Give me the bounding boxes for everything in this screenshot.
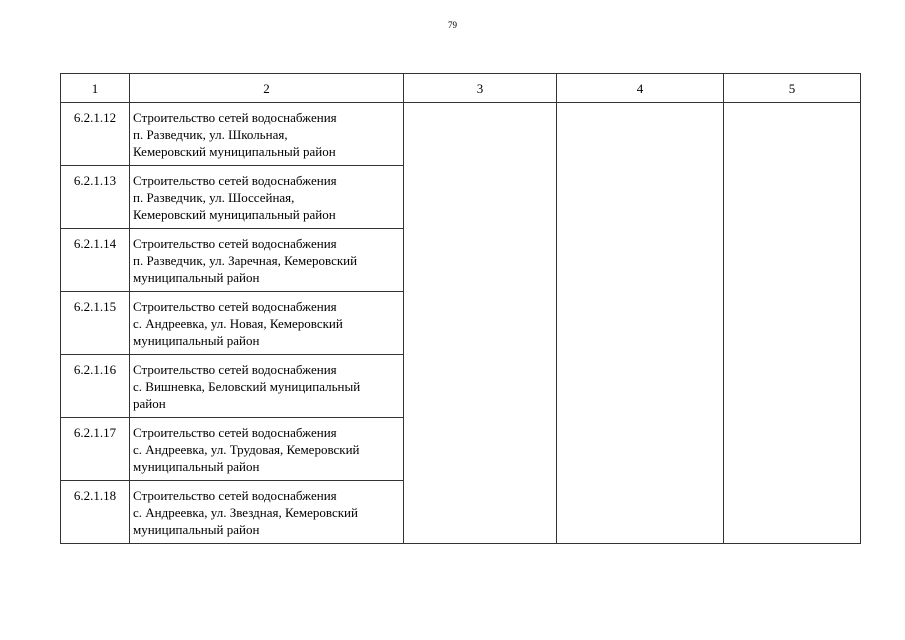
description-line: Строительство сетей водоснабжения [133, 488, 337, 503]
description-line: муниципальный район [133, 522, 260, 537]
row-code: 6.2.1.13 [61, 166, 130, 229]
column-header-1: 1 [61, 74, 130, 103]
row-description [130, 103, 404, 166]
description-line: Строительство сетей водоснабжения [133, 236, 337, 251]
description-line: Строительство сетей водоснабжения [133, 110, 337, 125]
document-table [60, 73, 861, 544]
table-row [61, 103, 861, 166]
row-code: 6.2.1.14 [61, 229, 130, 292]
row-description [130, 292, 404, 355]
row-code: 6.2.1.17 [61, 418, 130, 481]
row-code: 6.2.1.18 [61, 481, 130, 544]
row-code: 6.2.1.16 [61, 355, 130, 418]
description-line: с. Андреевка, ул. Новая, Кемеровский [133, 316, 343, 331]
description-line: муниципальный район [133, 270, 260, 285]
description-line: с. Андреевка, ул. Звездная, Кемеровский [133, 505, 358, 520]
description-line: п. Разведчик, ул. Заречная, Кемеровский [133, 253, 358, 268]
description-line: Кемеровский муниципальный район [133, 207, 336, 222]
description-line: с. Андреевка, ул. Трудовая, Кемеровский [133, 442, 360, 457]
row-description [130, 355, 404, 418]
description-line: Строительство сетей водоснабжения [133, 425, 337, 440]
description-line: с. Вишневка, Беловский муниципальный [133, 379, 361, 394]
description-line: Строительство сетей водоснабжения [133, 173, 337, 188]
column-3-cell [404, 103, 557, 544]
column-5-cell [724, 103, 861, 544]
description-line: Строительство сетей водоснабжения [133, 362, 337, 377]
row-description [130, 481, 404, 544]
column-header-3: 3 [404, 74, 557, 103]
column-header-2: 2 [130, 74, 404, 103]
column-header-4: 4 [557, 74, 724, 103]
row-description [130, 166, 404, 229]
column-4-cell [557, 103, 724, 544]
row-description [130, 229, 404, 292]
column-header-5: 5 [724, 74, 861, 103]
page-number: 79 [448, 20, 457, 30]
description-line: Кемеровский муниципальный район [133, 144, 336, 159]
table-header-row [61, 74, 861, 103]
description-line: муниципальный район [133, 459, 260, 474]
row-description [130, 418, 404, 481]
description-line: Строительство сетей водоснабжения [133, 299, 337, 314]
row-code: 6.2.1.15 [61, 292, 130, 355]
description-line: п. Разведчик, ул. Школьная, [133, 127, 288, 142]
description-line: муниципальный район [133, 333, 260, 348]
description-line: район [133, 396, 166, 411]
row-code: 6.2.1.12 [61, 103, 130, 166]
description-line: п. Разведчик, ул. Шоссейная, [133, 190, 295, 205]
